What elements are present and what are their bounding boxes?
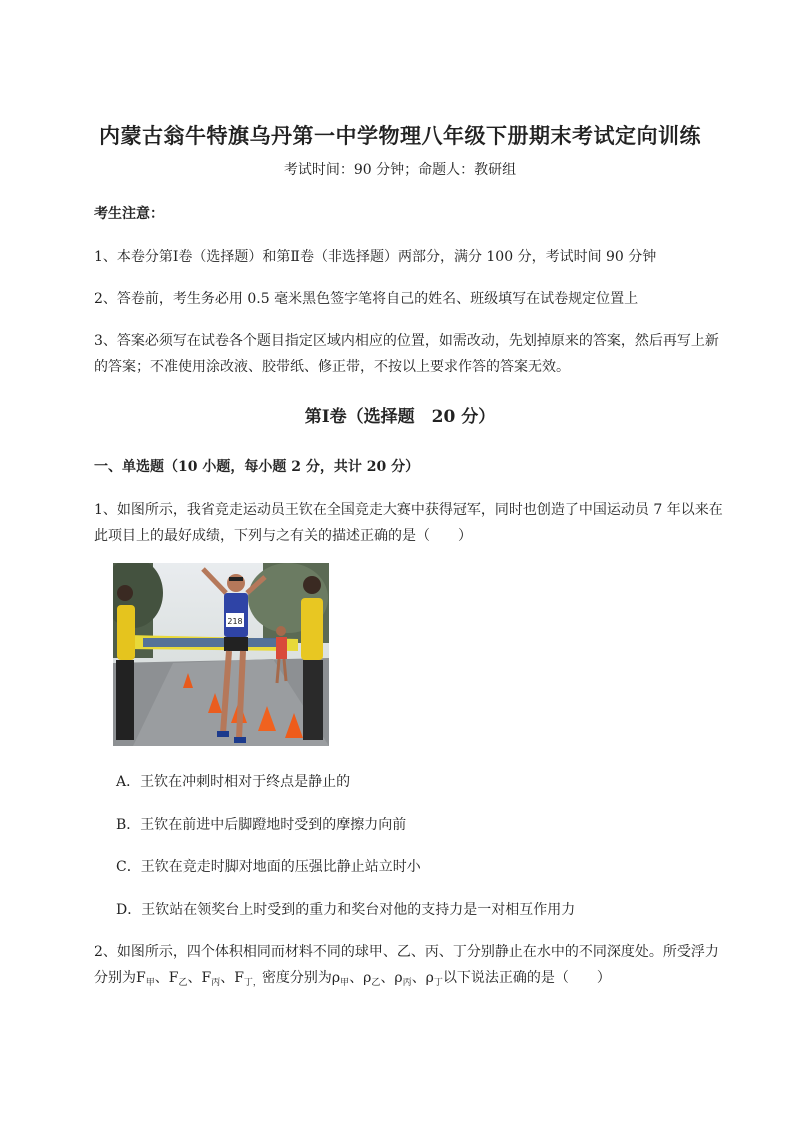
option-b: B．王钦在前进中后脚蹬地时受到的摩擦力向前: [116, 817, 407, 833]
notice-heading: 考生注意：: [94, 206, 164, 222]
question-2-line-2: 分别为$F_甲$、$F_乙$、$F_丙$、$F_{丁,}$密度分别为$\rho_甲$、$\rho_乙$、$\rho_丙$、$\rho_丁$以下说法正确的是（ ）: [94, 970, 611, 988]
bib-number: 218: [227, 617, 243, 626]
section-title: 第Ⅰ卷（选择题 20 分）: [304, 407, 496, 427]
question-2-line-1: 2、如图所示，四个体积相同而材料不同的球甲、乙、丙、丁分别静止在水中的不同深度处。所受浮力: [94, 944, 719, 960]
race-walker-photo: [113, 563, 329, 746]
notice-item-3-line-2: 的答案；不准使用涂改液、胶带纸、修正带，不按以上要求作答的答案无效。: [94, 359, 570, 375]
option-c: C．王钦在竞走时脚对地面的压强比静止站立时小: [116, 859, 421, 875]
notice-item-2: 2、答卷前，考生务必用 0.5 毫米黑色签字笔将自己的姓名、班级填写在试卷规定位置上: [94, 291, 639, 307]
exam-info: 考试时间：90 分钟；命题人：教研组: [283, 162, 517, 178]
option-a: A．王钦在冲刺时相对于终点是静止的: [116, 774, 351, 790]
part-heading: 一、单选题（10 小题，每小题 2 分，共计 20 分）: [94, 459, 420, 475]
question-1-line-2: 此项目上的最好成绩，下列与之有关的描述正确的是（ ）: [94, 528, 472, 544]
option-d: D．王钦站在领奖台上时受到的重力和奖台对他的支持力是一对相互作用力: [116, 902, 576, 918]
notice-item-3-line-1: 3、答案必须写在试卷各个题目指定区域内相应的位置，如需改动，先划掉原来的答案，然后再写上新: [94, 333, 719, 349]
question-1-line-1: 1、如图所示，我省竞走运动员王钦在全国竞走大赛中获得冠军，同时也创造了中国运动员 7 年以来在: [94, 502, 723, 518]
notice-item-1: 1、本卷分第Ⅰ卷（选择题）和第Ⅱ卷（非选择题）两部分，满分 100 分，考试时间 90 分钟: [94, 249, 657, 265]
page-title: 内蒙古翁牛特旗乌丹第一中学物理八年级下册期末考试定向训练: [99, 123, 701, 148]
